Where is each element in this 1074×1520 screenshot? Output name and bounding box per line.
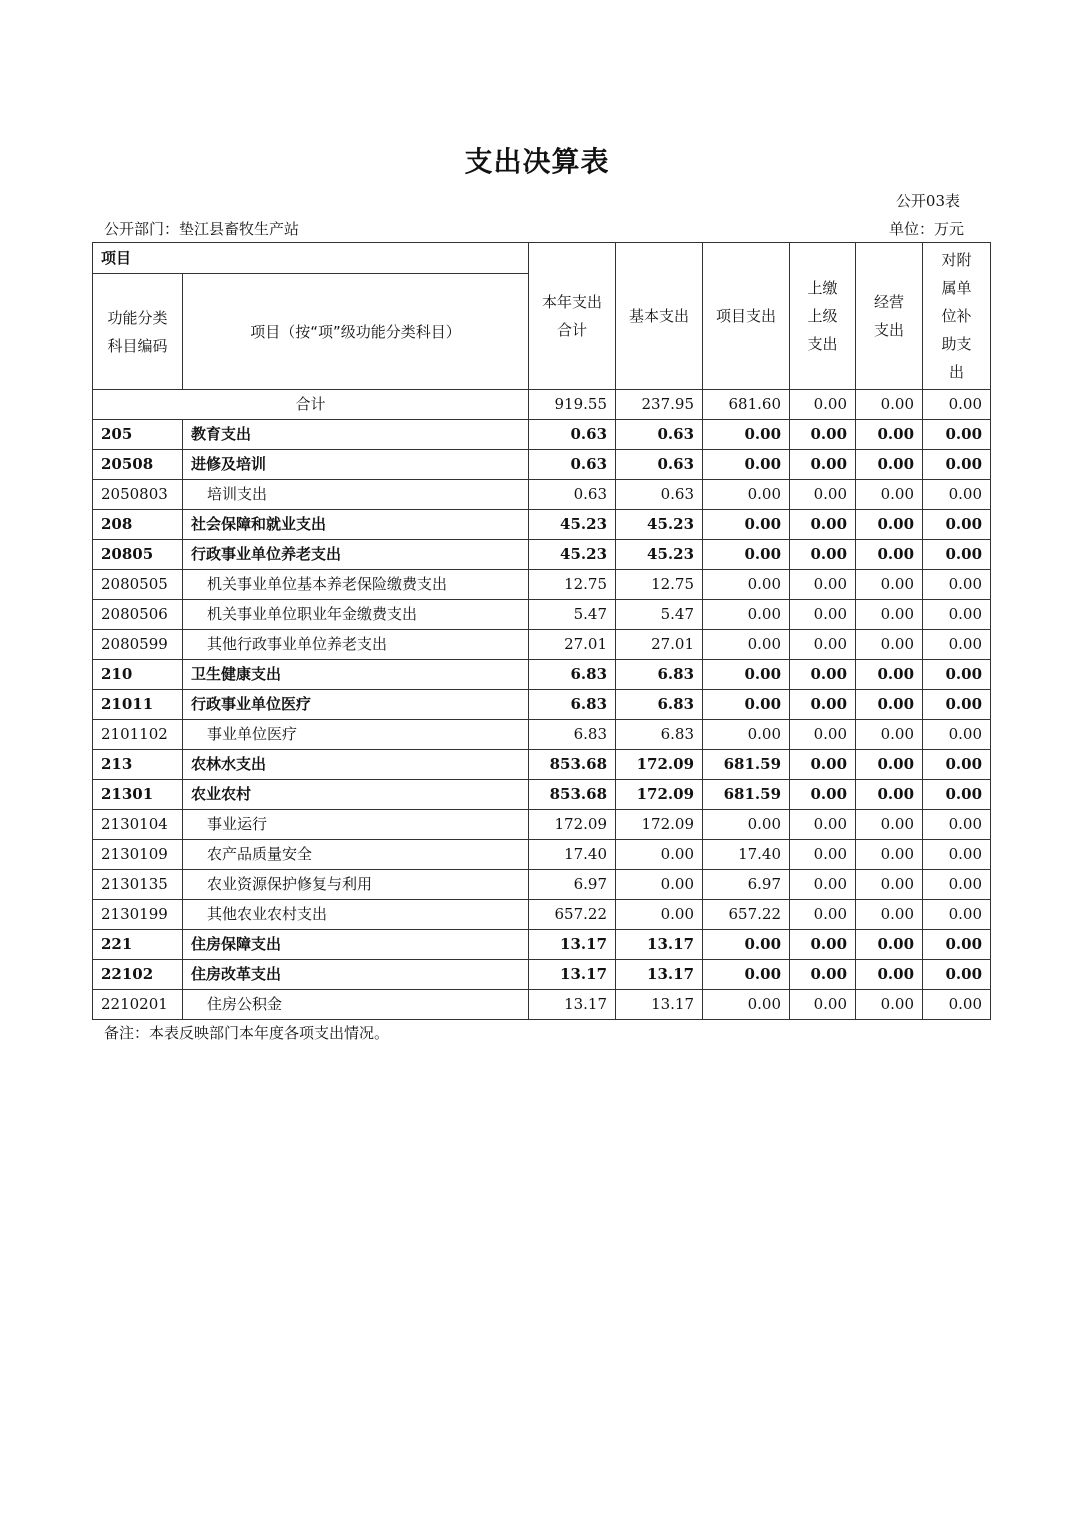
row-value: 0.00 [856, 690, 923, 720]
row-value: 657.22 [703, 900, 790, 930]
row-name: 农业农村 [183, 780, 529, 810]
row-value: 0.00 [923, 930, 991, 960]
row-value: 0.00 [923, 660, 991, 690]
table-row [93, 510, 991, 540]
row-value: 0.00 [923, 630, 991, 660]
table-row [93, 570, 991, 600]
table-row [93, 900, 991, 930]
row-value: 0.00 [616, 840, 703, 870]
total-label: 合计 [93, 390, 529, 420]
header-project-expense: 项目支出 [703, 243, 790, 390]
row-value: 0.00 [856, 900, 923, 930]
row-value: 45.23 [616, 510, 703, 540]
row-value: 45.23 [529, 510, 616, 540]
row-value: 0.00 [856, 750, 923, 780]
row-code: 2210201 [93, 990, 183, 1020]
row-value: 0.00 [856, 450, 923, 480]
row-value: 0.00 [703, 480, 790, 510]
row-value: 0.00 [856, 480, 923, 510]
row-value: 853.68 [529, 780, 616, 810]
total-value: 919.55 [529, 390, 616, 420]
table-row [93, 630, 991, 660]
row-value: 0.00 [703, 720, 790, 750]
row-code: 205 [93, 420, 183, 450]
row-value: 0.00 [703, 510, 790, 540]
header-total: 本年支出合计 [529, 243, 616, 390]
row-value: 0.00 [790, 630, 856, 660]
table-row [93, 720, 991, 750]
row-value: 0.00 [923, 840, 991, 870]
page-title: 支出决算表 [464, 145, 610, 178]
row-value: 17.40 [529, 840, 616, 870]
row-value: 657.22 [529, 900, 616, 930]
row-code: 208 [93, 510, 183, 540]
header-code: 功能分类科目编码 [93, 274, 183, 390]
row-name: 社会保障和就业支出 [183, 510, 529, 540]
row-value: 6.83 [616, 720, 703, 750]
table-row [93, 600, 991, 630]
row-value: 12.75 [616, 570, 703, 600]
table-row [93, 660, 991, 690]
row-value: 0.00 [790, 570, 856, 600]
table-row [93, 870, 991, 900]
table-row [93, 810, 991, 840]
row-code: 2050803 [93, 480, 183, 510]
row-value: 6.83 [529, 690, 616, 720]
row-name: 机关事业单位基本养老保险缴费支出 [183, 570, 529, 600]
row-value: 0.00 [923, 480, 991, 510]
row-value: 12.75 [529, 570, 616, 600]
header-project: 项目 [93, 243, 529, 274]
department-label: 公开部门：垫江县畜牧生产站 [104, 220, 300, 238]
row-value: 0.00 [703, 600, 790, 630]
table-row [93, 990, 991, 1020]
row-value: 0.00 [703, 450, 790, 480]
header-upper: 上缴上级支出 [790, 243, 856, 390]
row-code: 221 [93, 930, 183, 960]
row-code: 21011 [93, 690, 183, 720]
row-value: 0.00 [856, 810, 923, 840]
row-value: 0.00 [790, 690, 856, 720]
total-value: 237.95 [616, 390, 703, 420]
row-value: 6.83 [529, 660, 616, 690]
table-row [93, 480, 991, 510]
row-value: 0.00 [856, 510, 923, 540]
header-basic: 基本支出 [616, 243, 703, 390]
row-value: 0.00 [856, 960, 923, 990]
row-value: 0.00 [790, 750, 856, 780]
row-value: 0.00 [923, 600, 991, 630]
row-value: 0.63 [529, 420, 616, 450]
row-value: 0.00 [616, 870, 703, 900]
row-name: 培训支出 [183, 480, 529, 510]
row-value: 0.00 [856, 540, 923, 570]
row-name: 其他农业农村支出 [183, 900, 529, 930]
row-value: 13.17 [529, 990, 616, 1020]
row-value: 6.83 [529, 720, 616, 750]
row-value: 0.00 [790, 930, 856, 960]
row-code: 22102 [93, 960, 183, 990]
row-value: 0.00 [790, 540, 856, 570]
row-value: 17.40 [703, 840, 790, 870]
row-value: 0.00 [923, 540, 991, 570]
row-name: 住房改革支出 [183, 960, 529, 990]
expenditure-table [92, 242, 991, 1020]
table-row [93, 750, 991, 780]
row-value: 0.00 [856, 780, 923, 810]
row-value: 0.00 [856, 990, 923, 1020]
row-value: 27.01 [529, 630, 616, 660]
row-value: 0.00 [923, 450, 991, 480]
unit-label: 单位：万元 [888, 220, 964, 238]
row-name: 其他行政事业单位养老支出 [183, 630, 529, 660]
row-value: 0.00 [790, 810, 856, 840]
row-value: 0.00 [923, 420, 991, 450]
table-row [93, 960, 991, 990]
row-value: 0.00 [856, 420, 923, 450]
row-code: 21301 [93, 780, 183, 810]
row-name: 事业运行 [183, 810, 529, 840]
row-value: 0.00 [790, 420, 856, 450]
row-value: 0.63 [529, 480, 616, 510]
row-value: 0.00 [703, 990, 790, 1020]
row-name: 住房公积金 [183, 990, 529, 1020]
row-value: 172.09 [529, 810, 616, 840]
header-name: 项目（按“项”级功能分类科目） [183, 274, 529, 390]
row-value: 0.00 [703, 690, 790, 720]
row-name: 住房保障支出 [183, 930, 529, 960]
row-value: 0.00 [923, 810, 991, 840]
row-value: 0.00 [703, 930, 790, 960]
row-name: 事业单位医疗 [183, 720, 529, 750]
row-value: 5.47 [616, 600, 703, 630]
row-value: 0.00 [923, 720, 991, 750]
row-value: 0.00 [790, 720, 856, 750]
form-number: 公开03表 [895, 192, 960, 210]
row-value: 6.97 [703, 870, 790, 900]
header-subsidy: 对附属单位补助支出 [923, 243, 991, 390]
row-value: 0.00 [923, 900, 991, 930]
table-note: 备注：本表反映部门本年度各项支出情况。 [104, 1024, 390, 1042]
row-value: 45.23 [529, 540, 616, 570]
row-value: 0.00 [856, 600, 923, 630]
row-value: 0.00 [923, 750, 991, 780]
row-value: 0.00 [923, 990, 991, 1020]
row-code: 210 [93, 660, 183, 690]
row-code: 2080506 [93, 600, 183, 630]
row-value: 681.59 [703, 750, 790, 780]
row-value: 0.00 [790, 960, 856, 990]
row-value: 0.00 [616, 900, 703, 930]
row-value: 0.00 [856, 570, 923, 600]
row-value: 0.00 [790, 450, 856, 480]
row-value: 0.00 [856, 930, 923, 960]
table-row [93, 420, 991, 450]
row-value: 172.09 [616, 750, 703, 780]
row-value: 0.00 [790, 840, 856, 870]
row-value: 0.00 [790, 510, 856, 540]
table-row [93, 930, 991, 960]
row-value: 0.00 [923, 510, 991, 540]
header-business: 经营支出 [856, 243, 923, 390]
row-value: 0.00 [703, 570, 790, 600]
row-code: 2130135 [93, 870, 183, 900]
row-name: 进修及培训 [183, 450, 529, 480]
row-name: 农林水支出 [183, 750, 529, 780]
row-value: 681.59 [703, 780, 790, 810]
table-row [93, 780, 991, 810]
row-value: 0.63 [616, 420, 703, 450]
row-name: 教育支出 [183, 420, 529, 450]
row-value: 27.01 [616, 630, 703, 660]
row-value: 0.00 [856, 870, 923, 900]
row-value: 0.00 [790, 900, 856, 930]
row-value: 0.00 [923, 960, 991, 990]
row-value: 0.00 [923, 870, 991, 900]
row-value: 172.09 [616, 780, 703, 810]
row-value: 0.00 [790, 660, 856, 690]
row-value: 13.17 [529, 930, 616, 960]
row-name: 农业资源保护修复与利用 [183, 870, 529, 900]
table-row [93, 690, 991, 720]
row-value: 0.00 [856, 630, 923, 660]
row-value: 5.47 [529, 600, 616, 630]
row-value: 0.63 [616, 450, 703, 480]
row-value: 0.00 [856, 720, 923, 750]
row-value: 6.83 [616, 660, 703, 690]
row-value: 0.00 [790, 480, 856, 510]
row-code: 2080505 [93, 570, 183, 600]
row-value: 0.63 [616, 480, 703, 510]
total-value: 0.00 [923, 390, 991, 420]
row-value: 0.00 [703, 960, 790, 990]
total-row [93, 390, 991, 420]
row-value: 45.23 [616, 540, 703, 570]
row-code: 20508 [93, 450, 183, 480]
table-row [93, 450, 991, 480]
table-row [93, 540, 991, 570]
row-code: 20805 [93, 540, 183, 570]
row-code: 2080599 [93, 630, 183, 660]
row-value: 0.63 [529, 450, 616, 480]
row-value: 0.00 [703, 810, 790, 840]
row-value: 0.00 [856, 840, 923, 870]
row-value: 0.00 [790, 600, 856, 630]
row-value: 0.00 [790, 990, 856, 1020]
total-value: 0.00 [856, 390, 923, 420]
row-value: 0.00 [703, 630, 790, 660]
row-name: 行政事业单位养老支出 [183, 540, 529, 570]
row-value: 6.83 [616, 690, 703, 720]
row-value: 13.17 [616, 990, 703, 1020]
row-value: 0.00 [790, 780, 856, 810]
row-name: 卫生健康支出 [183, 660, 529, 690]
row-value: 853.68 [529, 750, 616, 780]
row-value: 172.09 [616, 810, 703, 840]
row-code: 2130199 [93, 900, 183, 930]
row-name: 农产品质量安全 [183, 840, 529, 870]
row-value: 6.97 [529, 870, 616, 900]
row-code: 2101102 [93, 720, 183, 750]
row-name: 行政事业单位医疗 [183, 690, 529, 720]
total-value: 0.00 [790, 390, 856, 420]
row-value: 0.00 [790, 870, 856, 900]
row-value: 13.17 [529, 960, 616, 990]
row-value: 0.00 [923, 570, 991, 600]
row-code: 2130109 [93, 840, 183, 870]
row-value: 0.00 [703, 540, 790, 570]
row-code: 213 [93, 750, 183, 780]
row-value: 0.00 [856, 660, 923, 690]
row-value: 0.00 [923, 780, 991, 810]
total-value: 681.60 [703, 390, 790, 420]
row-value: 0.00 [703, 660, 790, 690]
row-value: 0.00 [703, 420, 790, 450]
table-row [93, 840, 991, 870]
row-name: 机关事业单位职业年金缴费支出 [183, 600, 529, 630]
row-code: 2130104 [93, 810, 183, 840]
row-value: 13.17 [616, 930, 703, 960]
row-value: 13.17 [616, 960, 703, 990]
row-value: 0.00 [923, 690, 991, 720]
